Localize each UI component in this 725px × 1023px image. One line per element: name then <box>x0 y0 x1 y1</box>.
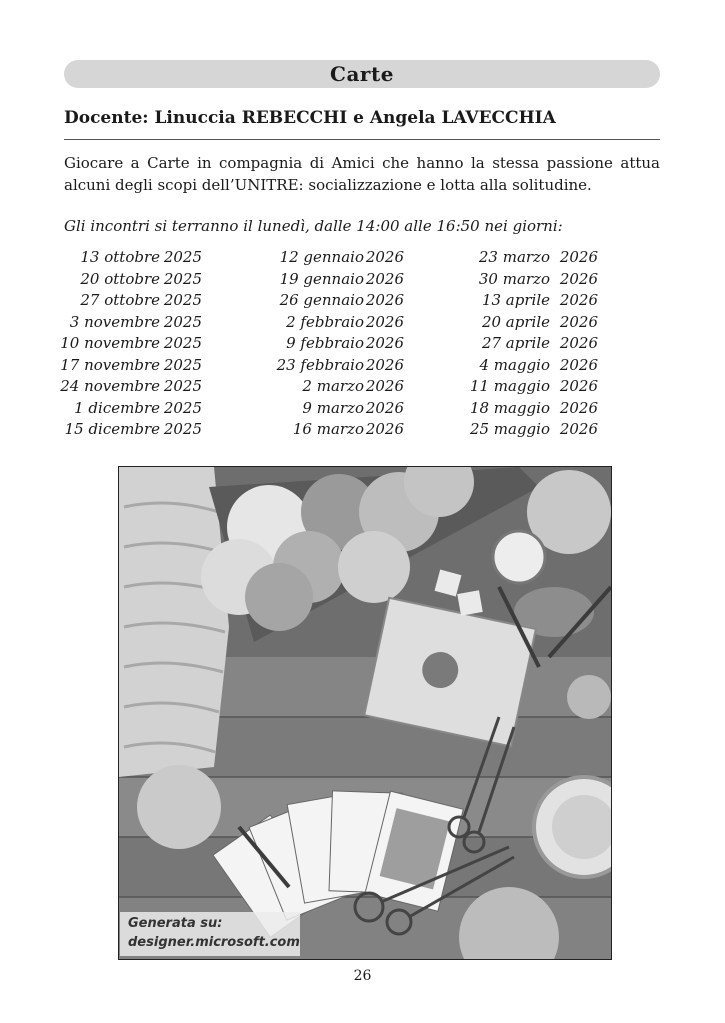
date-year: 2025 <box>163 420 202 438</box>
date-year: 2026 <box>365 420 404 438</box>
date-year: 2026 <box>559 377 598 395</box>
date-row <box>476 269 598 291</box>
course-description: Giocare a Carte in compagnia di Amici che hanno la stessa passione attua alcuni degli scopi dell’UNITRE: socializzazione e lotta alla solitudine. <box>64 154 660 194</box>
date-row <box>64 419 202 441</box>
date-row <box>270 247 404 269</box>
date-day-month: 30 marzo <box>478 269 550 288</box>
date-year: 2025 <box>163 334 202 352</box>
date-day-month: 17 novembre <box>60 355 160 374</box>
date-row <box>469 398 598 420</box>
date-day-month: 9 marzo <box>302 398 364 417</box>
date-row <box>270 312 404 334</box>
date-row <box>64 398 202 420</box>
page-title: Carte <box>330 62 394 86</box>
date-year: 2026 <box>365 334 404 352</box>
date-day-month: 1 dicembre <box>74 398 160 417</box>
date-day-month: 11 maggio <box>469 377 550 395</box>
date-day-month: 3 novembre <box>69 312 160 331</box>
date-year: 2026 <box>365 312 404 331</box>
date-row <box>60 376 202 398</box>
date-day-month: 27 aprile <box>481 334 550 352</box>
image-credit <box>120 912 300 956</box>
date-row <box>64 269 202 291</box>
date-day-month: 18 maggio <box>469 398 550 417</box>
illustration-image <box>118 466 612 960</box>
date-year: 2025 <box>163 269 202 288</box>
date-day-month: 9 febbraio <box>286 334 364 352</box>
date-row <box>60 355 202 377</box>
date-row <box>64 247 202 269</box>
date-day-month: 25 maggio <box>469 420 550 438</box>
date-day-month: 13 aprile <box>481 291 550 309</box>
date-row <box>476 247 598 269</box>
page-number: 26 <box>353 968 372 984</box>
date-year: 2026 <box>559 312 598 331</box>
date-day-month: 24 novembre <box>60 377 160 395</box>
date-row <box>476 355 598 377</box>
date-day-month: 13 ottobre <box>80 248 160 266</box>
date-day-month: 26 gennaio <box>279 291 364 309</box>
date-row <box>476 333 598 355</box>
date-row <box>64 312 202 334</box>
date-year: 2026 <box>559 398 598 417</box>
date-day-month: 16 marzo <box>292 420 364 438</box>
image-credit-line-2: designer.microsoft.com <box>128 935 300 950</box>
section-title-bar <box>64 60 660 88</box>
date-year: 2026 <box>559 355 598 374</box>
date-day-month: 10 novembre <box>60 334 160 352</box>
date-day-month: 19 gennaio <box>279 269 364 288</box>
date-row <box>270 269 404 291</box>
date-row <box>270 419 404 441</box>
date-row <box>270 355 404 377</box>
date-year: 2026 <box>559 269 598 288</box>
date-year: 2026 <box>365 377 404 395</box>
date-year: 2025 <box>163 398 202 417</box>
divider <box>64 139 660 140</box>
date-year: 2025 <box>163 248 202 266</box>
date-year: 2025 <box>163 377 202 395</box>
date-row <box>469 419 598 441</box>
date-row <box>476 312 598 334</box>
image-credit-line-1: Generata su: <box>128 916 223 931</box>
date-day-month: 27 ottobre <box>80 291 160 309</box>
date-row <box>270 290 404 312</box>
date-year: 2026 <box>365 291 404 309</box>
date-row <box>60 333 202 355</box>
date-day-month: 12 gennaio <box>279 248 364 266</box>
date-year: 2026 <box>559 248 598 266</box>
date-day-month: 23 febbraio <box>276 355 364 374</box>
date-day-month: 2 febbraio <box>286 312 364 331</box>
dates-column-1 <box>60 247 202 441</box>
date-day-month: 2 marzo <box>302 377 364 395</box>
date-row <box>270 376 404 398</box>
date-row <box>64 290 202 312</box>
date-row <box>270 398 404 420</box>
date-row <box>476 290 598 312</box>
date-year: 2025 <box>163 355 202 374</box>
date-day-month: 23 marzo <box>478 248 550 266</box>
teacher-heading: Docente: Linuccia REBECCHI e Angela LAVECCHIA <box>64 108 556 128</box>
date-year: 2026 <box>365 355 404 374</box>
schedule-intro: Gli incontri si terranno il lunedì, dalle 14:00 alle 16:50 nei giorni: <box>64 217 563 235</box>
dates-column-3 <box>469 247 598 441</box>
date-row <box>469 376 598 398</box>
date-row <box>270 333 404 355</box>
date-year: 2026 <box>365 398 404 417</box>
date-day-month: 4 maggio <box>479 355 550 374</box>
date-year: 2025 <box>163 291 202 309</box>
date-year: 2026 <box>365 269 404 288</box>
date-year: 2026 <box>559 291 598 309</box>
dates-column-2 <box>270 247 404 441</box>
date-year: 2026 <box>559 420 598 438</box>
date-year: 2025 <box>163 312 202 331</box>
date-day-month: 20 aprile <box>481 312 550 331</box>
date-day-month: 20 ottobre <box>80 269 160 288</box>
date-year: 2026 <box>559 334 598 352</box>
date-year: 2026 <box>365 248 404 266</box>
date-day-month: 15 dicembre <box>64 420 160 438</box>
